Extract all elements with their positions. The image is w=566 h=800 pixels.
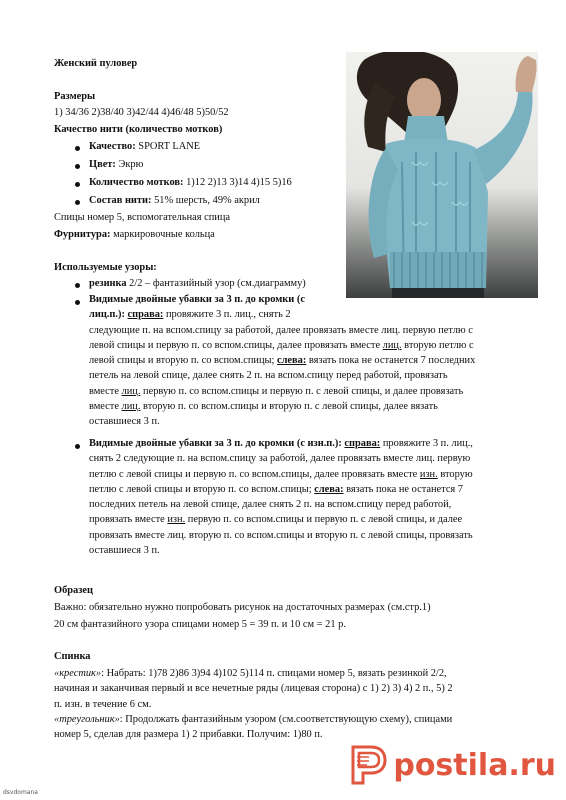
back-section: «крестик»: Набрать: 1)78 2)86 3)94 4)102 5)114 п. спицами номер 5, вязать резинкой 2/2, начиная и заканчивая первый и все нечетные ряды (лицевая сторона) с 1) 2) 3) 4) 2 п., 5) 2 п. изн. в течение 6 см. «треугольник»: Продолжать фантазийным узором (см.соответствующую схему), спицами номер 5, сделав для размера 1) 2 прибавки. Получим: 1)80 п. [54, 668, 453, 741]
yarn-composition: Состав нити: 51% шерсть, 49% акрил [89, 195, 260, 206]
rib-pattern: резинка 2/2 – фантазийный узор (см.диаграмму) [89, 278, 306, 289]
decrease-knit-section: Видимые двойные убавки за 3 п. до кромки (с лиц.п.): справа: провяжите 3 п. лиц., снять 2 следующие п. на вспом.спицу за работой, далее провязать вместе лиц. первую петлю с левой спицы и первую п. со вспом.спицы, далее провязать вместе лиц. вторую петлю с левой спицы и вторую п. со вспом.спицы; слева: вязать пока не останется 7 последних петель на левой спице, далее снять 2 п. на вспом.спицу перед работой, провязать вместе лиц. первую п. со вспом.спицы и первую п. с левой спицы, и далее провязать вместе лиц. вторую п. со вспом.спицы и вторую п. с левой спицы, далее вязать оставшиеся 3 п. [89, 294, 476, 428]
gauge-heading: Образец [54, 585, 94, 596]
notions: Фурнитура: маркировочные кольца [54, 229, 215, 240]
bullet [75, 444, 80, 449]
yarn-quality: Качество: SPORT LANE [89, 141, 201, 152]
gauge-line-1: Важно: обязательно нужно попробовать рисунок на достаточных размерах (см.стр.1) [54, 602, 431, 613]
postila-logo[interactable] [349, 742, 556, 788]
decrease-purl-section: Видимые двойные убавки за 3 п. до кромки (с изн.п.): справа: провяжите 3 п. лиц., снять 2 следующие п. на вспом.спицу за работой, далее провязать вместе лиц. первую петлю с левой спицы и первую п. со вспом.спицы, далее провязать вместе изн. вторую петлю с левой спицы и вторую п. со вспом.спицы; слева: вязать пока не останется 7 последних петель на левой спице, далее снять 2 п. на вспом.спицу перед работой, провязать вместе изн. первую п. со вспом.спицы и первую п. с левой спицы, и далее провязать вместе лиц. вторую п. со вспом.спицы и вторую п. с левой спицы, провязать оставшиеся 3 п. [89, 438, 473, 557]
postila-logo-icon [349, 743, 389, 787]
watermark: dsvdomana [3, 789, 38, 796]
needles: Спицы номер 5, вспомогательная спица [54, 212, 231, 223]
yarn-heading: Качество нити (количество мотков) [54, 124, 223, 135]
bullet [75, 200, 80, 205]
sizes-values: 1) 34/36 2)38/40 3)42/44 4)46/48 5)50/52 [54, 107, 229, 118]
bullet [75, 300, 80, 305]
sweater-photo [346, 52, 538, 298]
bullet [75, 146, 80, 151]
yarn-color: Цвет: Экрю [89, 159, 144, 170]
yarn-skeins: Количество мотков: 1)12 2)13 3)14 4)15 5)16 [89, 177, 292, 188]
logo-text: postila.ru [393, 747, 556, 783]
bullet [75, 182, 80, 187]
patterns-heading: Используемые узоры: [54, 262, 157, 273]
back-heading: Спинка [54, 651, 91, 662]
sizes-heading: Размеры [54, 91, 96, 102]
woman-in-sweater-illustration [346, 52, 538, 298]
bullet [75, 283, 80, 288]
page-title: Женский пуловер [54, 58, 138, 69]
gauge-line-2: 20 см фантазийного узора спицами номер 5 = 39 п. и 10 см = 21 р. [54, 619, 346, 630]
bullet [75, 164, 80, 169]
